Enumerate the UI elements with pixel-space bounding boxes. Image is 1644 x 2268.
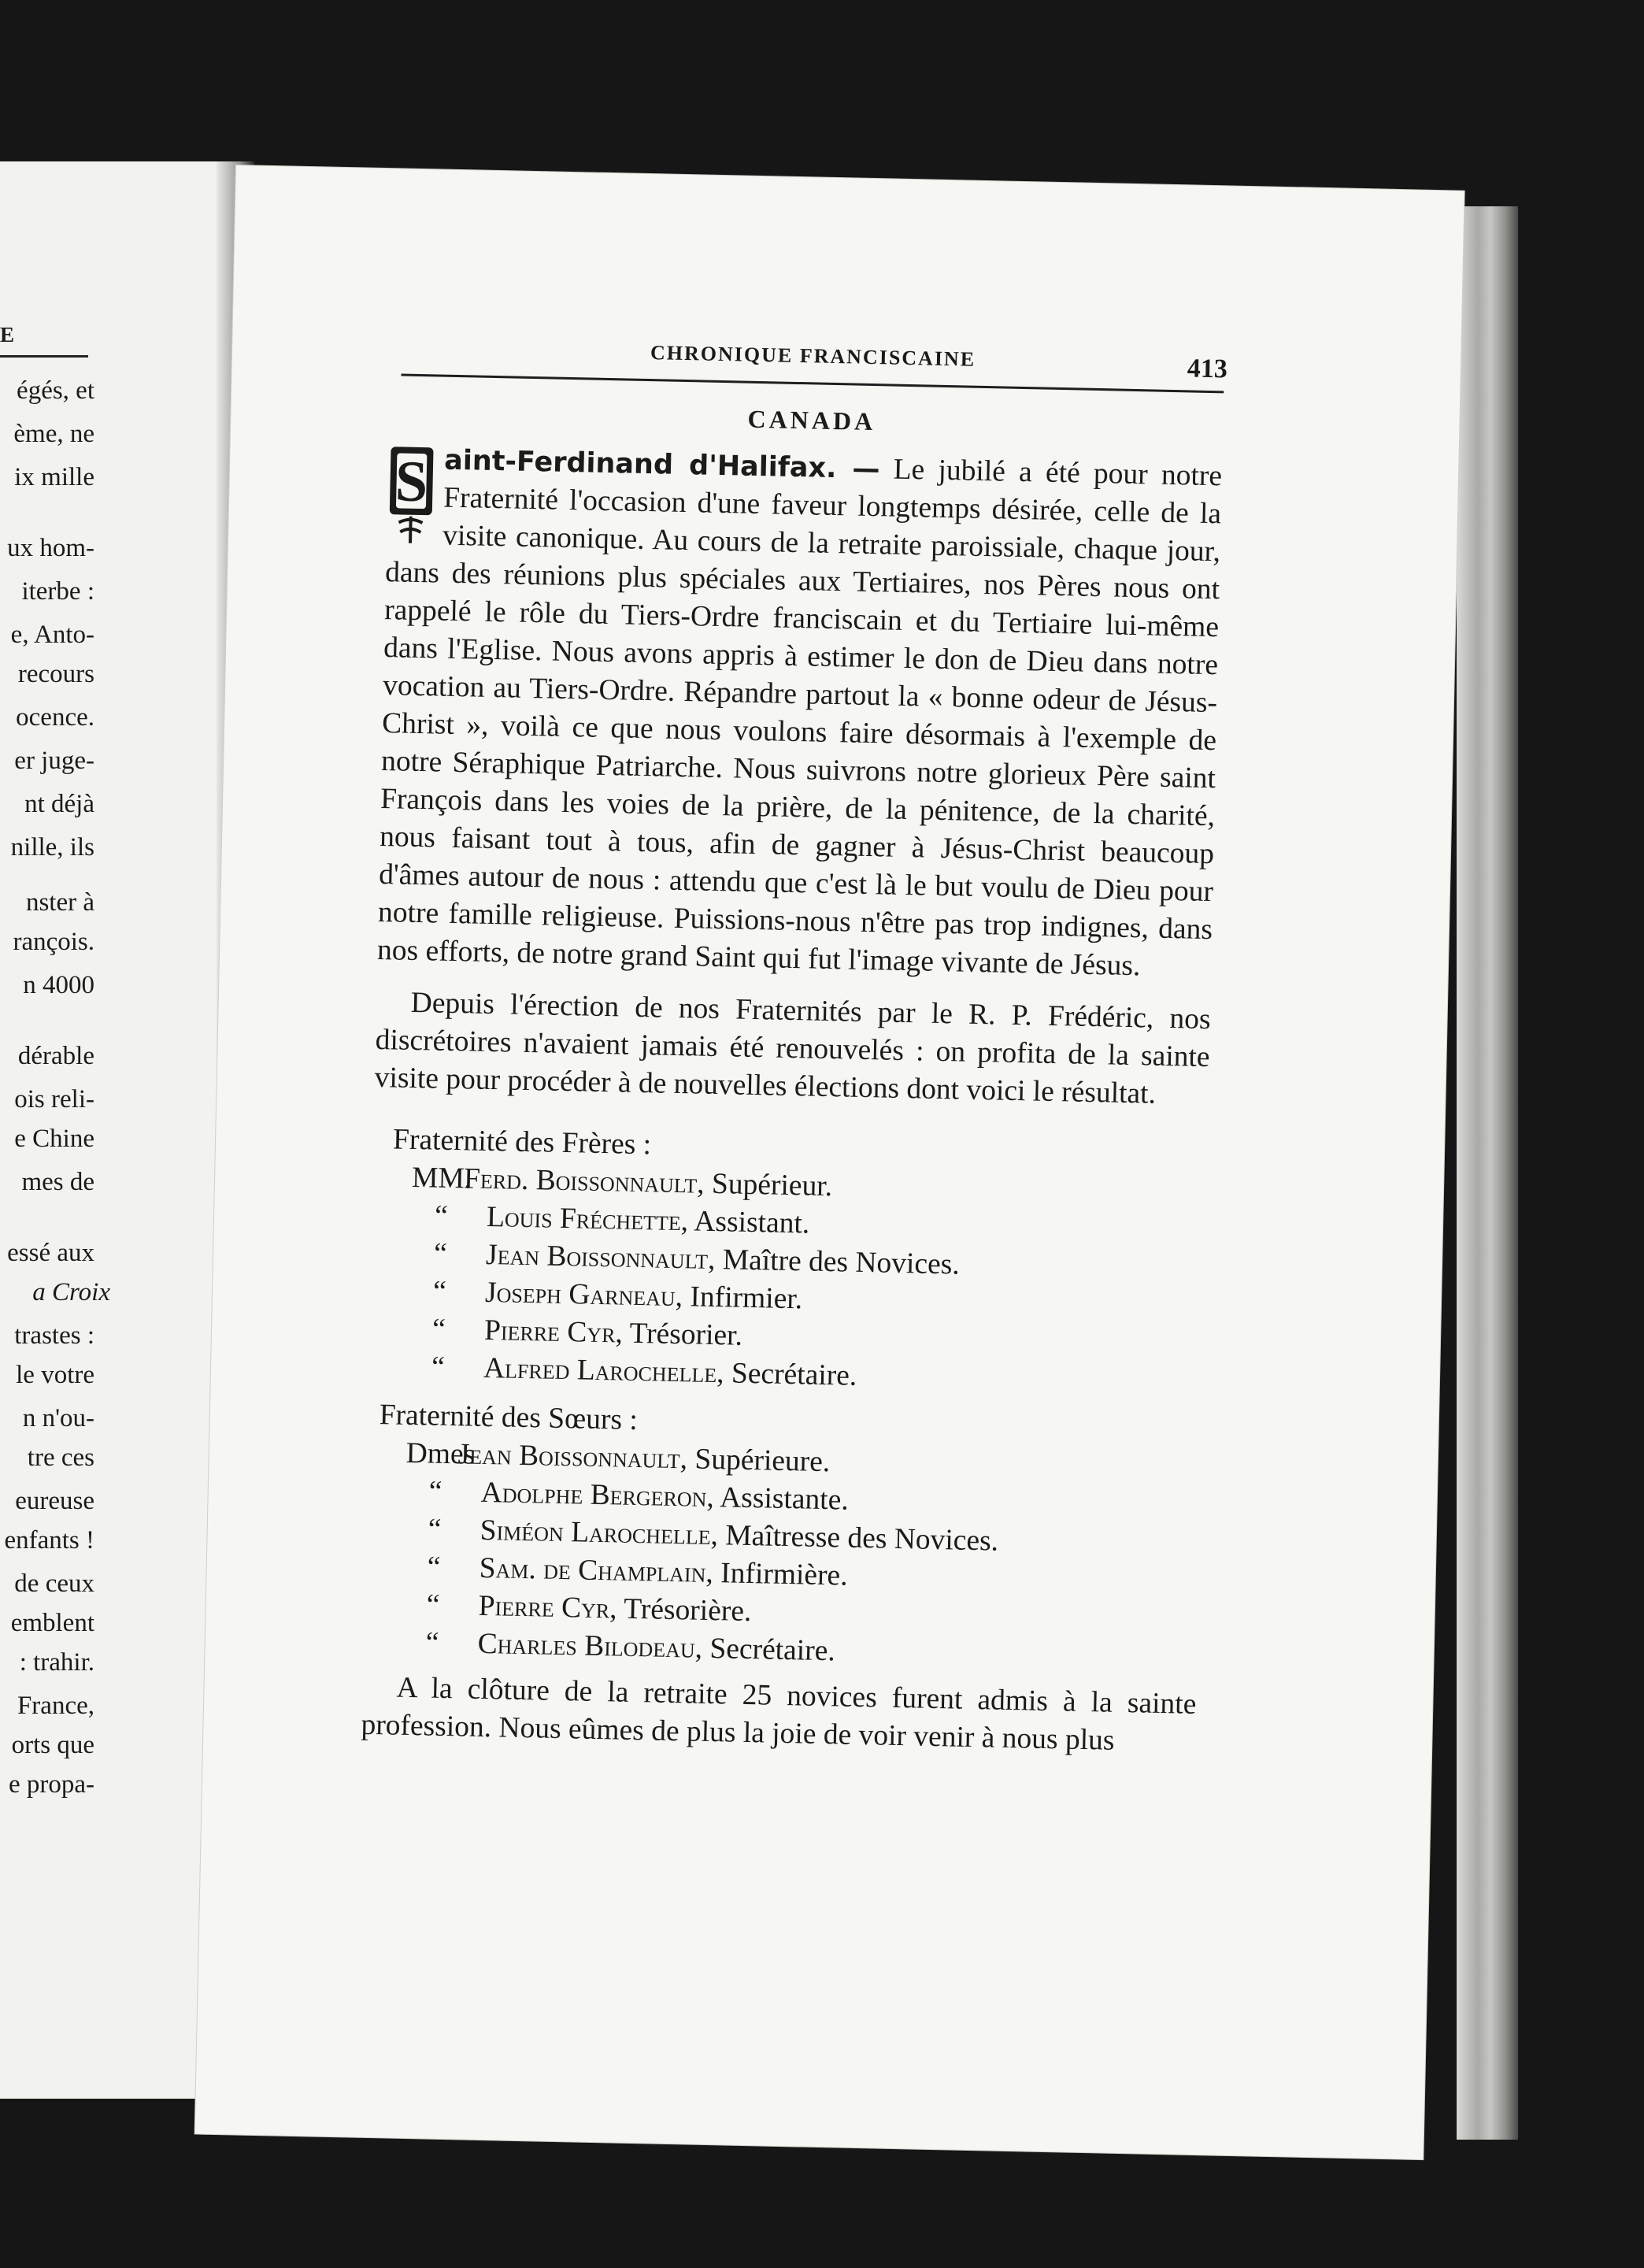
left-page-fragment: eureuse xyxy=(15,1487,94,1515)
member-name: Siméon Larochelle xyxy=(480,1514,712,1551)
member-prefix: “ xyxy=(426,1588,440,1621)
left-page-fragment: tre ces xyxy=(27,1443,94,1472)
ornamental-drop-cap xyxy=(386,443,437,547)
member-role: , Infirmière. xyxy=(705,1556,848,1592)
paragraph-2: Depuis l'érection de nos Fraternités par le R. P. Frédéric, nos discrétoires n'avaient jamais été renouvelés : on profita de la sainte visite pour procéder à de nouvelles élections dont voici le résultat. xyxy=(374,986,1211,1110)
brothers-list xyxy=(368,1158,1208,1403)
left-page-fragment: : trahir. xyxy=(19,1648,94,1677)
left-page-fragment: iterbe : xyxy=(21,577,94,606)
member-prefix: “ xyxy=(432,1275,447,1308)
member-name: Ferd. Boissonnault xyxy=(463,1162,698,1200)
left-page-fragment: ux hom- xyxy=(7,534,94,562)
member-name: Jean Boissonnault xyxy=(457,1438,681,1476)
left-page-fragment: n n'ou- xyxy=(22,1404,94,1432)
member-prefix: “ xyxy=(428,1513,442,1546)
left-page-fragment: emblent xyxy=(10,1609,94,1637)
member-role: , Maîtresse des Novices. xyxy=(710,1519,999,1558)
sisters-list xyxy=(362,1434,1202,1678)
member-name: Charles Bilodeau xyxy=(477,1627,696,1665)
member-name: Adolphe Bergeron xyxy=(480,1476,707,1514)
member-role: , Trésorière. xyxy=(609,1592,752,1629)
member-prefix: “ xyxy=(428,1475,442,1508)
left-page-fragment: ème, ne xyxy=(13,420,94,448)
left-page-fragment: er juge- xyxy=(14,747,94,775)
left-page-fragment: France, xyxy=(17,1692,94,1720)
left-page-fragment: essé aux xyxy=(7,1239,94,1267)
member-role: , Trésorier. xyxy=(615,1317,743,1352)
member-prefix: “ xyxy=(427,1551,441,1584)
member-prefix: Dmes xyxy=(405,1436,476,1471)
member-role: , Supérieure. xyxy=(679,1443,831,1479)
drop-cap-letter: S xyxy=(394,449,429,515)
left-page-header: E xyxy=(0,323,15,346)
closing-paragraph: A la clôture de la retraite 25 novices furent admis à la sainte profession. Nous eûmes de plus la joie de voir venir à nous plus xyxy=(361,1671,1197,1757)
left-page-fragment: le votre xyxy=(16,1361,94,1389)
left-page-fragment: orts que xyxy=(11,1731,94,1759)
member-name: Jean Boissonnault xyxy=(485,1238,709,1276)
left-page-fragment: ois reli- xyxy=(14,1085,94,1114)
section-title: CANADA xyxy=(747,404,876,436)
member-name: Louis Fréchette xyxy=(486,1200,682,1238)
left-page-fragment: e propa- xyxy=(8,1770,94,1799)
member-prefix: “ xyxy=(425,1626,439,1659)
left-page-fragment: ocence. xyxy=(16,703,94,732)
member-role: , Secrétaire. xyxy=(694,1632,836,1668)
member-role: , Assistant. xyxy=(680,1205,810,1240)
left-page-fragment: recours xyxy=(17,660,94,688)
page-number: 413 xyxy=(1187,354,1228,384)
paragraph-1 xyxy=(377,440,1223,987)
brothers-heading: Fraternité des Frères : xyxy=(392,1123,652,1162)
member-name: Pierre Cyr xyxy=(483,1314,616,1350)
sisters-heading: Fraternité des Sœurs : xyxy=(379,1399,639,1437)
member-role: , Secrétaire. xyxy=(716,1357,857,1392)
left-page-fragment: n 4000 xyxy=(23,971,94,999)
left-page-fragment: dérable xyxy=(17,1042,94,1070)
member-role: , Infirmier. xyxy=(675,1280,803,1316)
book-page xyxy=(195,165,1464,2159)
left-page-fragment: nster à xyxy=(25,888,94,917)
left-page-fragment: nille, ils xyxy=(10,833,94,862)
member-role: , Assistante. xyxy=(706,1480,850,1517)
member-name: Sam. de Champlain xyxy=(479,1551,706,1589)
member-role: , Maître des Novices. xyxy=(707,1243,961,1281)
article-lead-title: aint-Ferdinand d'Halifax. — xyxy=(443,444,880,486)
paragraph-1-text: Le jubilé a été pour notre Fraternité l'occasion d'une faveur longtemps désirée, celle de la visite canonique. Au cours de la retraite paroissiale, chaque jour, dans des réunions plus spéciales aux Tertiaires, nos Pères nous ont rappelé le rôle du Tiers-Ordre franciscain et du Tertiaire lui-même dans l'Eglise. Nous avons appris à estimer le don de Dieu dans notre vocation au Tiers-Ordre. Répandre partout la « bonne odeur de Jésus-Christ », voilà ce que nous voulons faire désormais à l'exemple de notre Séraphique Patriarche. Nous suivrons notre glorieux Père saint François dans les voies de la prière, de la pénitence, de la charité, nous faisant tout à tous, afin de gagner à Jésus-Christ beaucoup d'âmes autour de nous : attendu que c'est là le but voulu de Dieu pour notre famille religieuse. Puissions-nous n'être pas trop indignes, dans nos efforts, de notre grand Saint qui fut l'image vivante de Jésus. xyxy=(376,453,1223,983)
running-head xyxy=(401,326,1228,393)
article-body xyxy=(361,440,1222,1762)
left-page-fragment: e, Anto- xyxy=(10,621,94,649)
member-prefix: “ xyxy=(431,1351,446,1384)
left-page-fragment: ix mille xyxy=(14,463,94,491)
left-page-fragment: égés, et xyxy=(17,376,94,405)
member-prefix: MM. xyxy=(411,1161,472,1195)
left-page-fragment: enfants ! xyxy=(4,1526,94,1555)
member-name: Alfred Larochelle xyxy=(483,1351,717,1390)
member-name: Joseph Garneau xyxy=(484,1276,676,1313)
left-page-fragment: a Croix xyxy=(32,1278,110,1306)
member-name: Pierre Cyr xyxy=(478,1589,610,1625)
page-stack-edge xyxy=(1457,206,1518,2140)
member-role: , Supérieur. xyxy=(696,1167,833,1203)
running-title: CHRONIQUE FRANCISCAINE xyxy=(650,341,976,371)
left-page-fragment: de ceux xyxy=(14,1569,94,1598)
left-page-fragment: mes de xyxy=(21,1168,94,1196)
left-page-fragment: trastes : xyxy=(14,1321,94,1350)
member-prefix: “ xyxy=(434,1199,449,1232)
member-prefix: “ xyxy=(433,1237,448,1270)
member-prefix: “ xyxy=(431,1313,446,1346)
left-page-fragment: e Chine xyxy=(14,1125,94,1153)
left-page-fragment: nt déjà xyxy=(24,790,94,818)
left-page-fragment: rançois. xyxy=(13,928,94,956)
